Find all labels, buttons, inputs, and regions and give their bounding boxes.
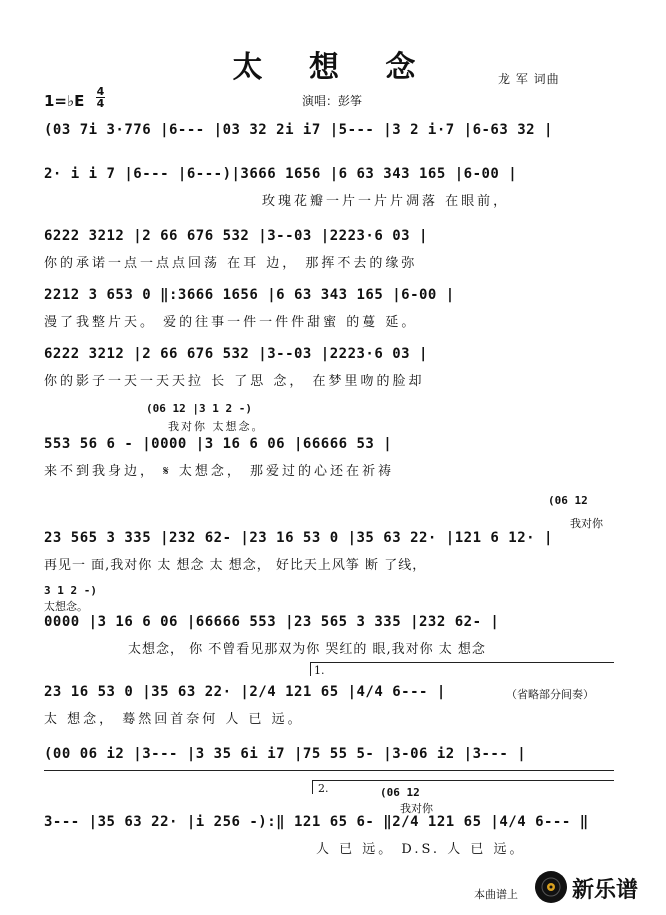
interlude-a-lyric: 我对你 太想念。: [168, 420, 265, 433]
volta-2-label: 2.: [318, 782, 329, 795]
interlude-underline: [44, 770, 614, 771]
composer-credit: 龙 军 词曲: [498, 72, 560, 86]
score-row-6: 553 56 6 - |0000 |3 16 6 06 |66666 53 |: [44, 436, 393, 452]
lyric-row-11: 人 已 远。 D.S. 人 已 远。: [316, 842, 526, 857]
omitted-interlude-note: （省略部分间奏）: [506, 688, 594, 701]
interlude-d-lyric: 我对你: [400, 802, 433, 815]
lyric-row-7: 再见一 面,我对你 太 想念 太 想念， 好比天上风筝 断 了线，: [44, 558, 427, 573]
score-row-3: 6222 3212 |2 66 676 532 |3--03 |2223·6 03 |: [44, 228, 428, 244]
interlude-c-lyric: 太想念。: [44, 600, 88, 613]
lyric-row-6: 来不到我身边， 𝄋 太想念， 那爱过的心还在祈祷: [44, 464, 394, 479]
volta-1-label: 1.: [314, 664, 325, 677]
interlude-a-notes: (06 12 |3 1 2 -): [146, 402, 252, 415]
lyric-row-4: 漫了我整片天。 爱的往事一件一件件甜蜜 的蔓 延。: [44, 315, 418, 330]
interlude-d-notes: (06 12: [380, 786, 420, 799]
lyric-row-3: 你的承诺一点一点点回荡 在耳 边， 那挥不去的缘弥: [44, 256, 418, 271]
lyric-row-8: 太想念， 你 不曾看见那双为你 哭红的 眼,我对你 太 想念: [128, 642, 486, 657]
brand-logo-text: 新乐谱: [572, 878, 639, 903]
interlude-c-notes: 3 1 2 -): [44, 584, 97, 597]
vinyl-record-icon: [534, 870, 568, 904]
volta-1-bracket: [310, 662, 614, 663]
volta-2-bracket: [312, 780, 614, 781]
score-row-5: 6222 3212 |2 66 676 532 |3--03 |2223·6 03 |: [44, 346, 428, 362]
score-row-9: 23 16 53 0 |35 63 22· |2/4 121 65 |4/4 6--- |: [44, 684, 446, 700]
footer-source: 本曲谱上: [474, 888, 518, 901]
score-row-7: 23 565 3 335 |232 62- |23 16 53 0 |35 63 22· |121 6 12· |: [44, 530, 553, 546]
score-row-11: 3--- |35 63 22· |i 256 -):‖ 121 65 6- ‖2/4 121 65 |4/4 6--- ‖: [44, 814, 589, 830]
lyric-row-2: 玫瑰花瓣一片一片片凋落 在眼前，: [262, 194, 510, 209]
singer-credit: 演唱：彭筝: [302, 94, 363, 108]
interlude-b-lyric: 我对你: [570, 517, 603, 530]
time-bottom: 4: [96, 97, 105, 110]
time-signature: [96, 86, 105, 109]
volta-2-edge: [312, 780, 313, 794]
lyric-row-9: 太 想念， 蓦然回首奈何 人 已 远。: [44, 712, 304, 727]
score-row-8: 0000 |3 16 6 06 |66666 553 |23 565 3 335 |232 62- |: [44, 614, 500, 630]
score-row-4: 2212 3 653 0 ‖:3666 1656 |6 63 343 165 |6-00 |: [44, 287, 455, 303]
song-title: 太 想 念: [232, 50, 434, 85]
score-row-10: (00 06 i2 |3--- |3 35 6i i7 |75 55 5- |3-06 i2 |3--- |: [44, 746, 527, 762]
time-top: 4: [96, 85, 105, 98]
lyric-row-5: 你的影子一天一天天拉 长 了思 念， 在梦里吻的脸却: [44, 374, 425, 389]
score-row-1: (03 7i 3·776 |6--- |03 32 2i i7 |5--- |3 2 i·7 |6-63 32 |: [44, 122, 553, 138]
interlude-b-notes: (06 12: [548, 494, 588, 507]
volta-1-edge: [310, 662, 311, 676]
score-row-2: 2· i i 7 |6--- |6---)|3666 1656 |6 63 343 165 |6-00 |: [44, 166, 518, 182]
key-signature: 1=♭E: [44, 92, 85, 110]
